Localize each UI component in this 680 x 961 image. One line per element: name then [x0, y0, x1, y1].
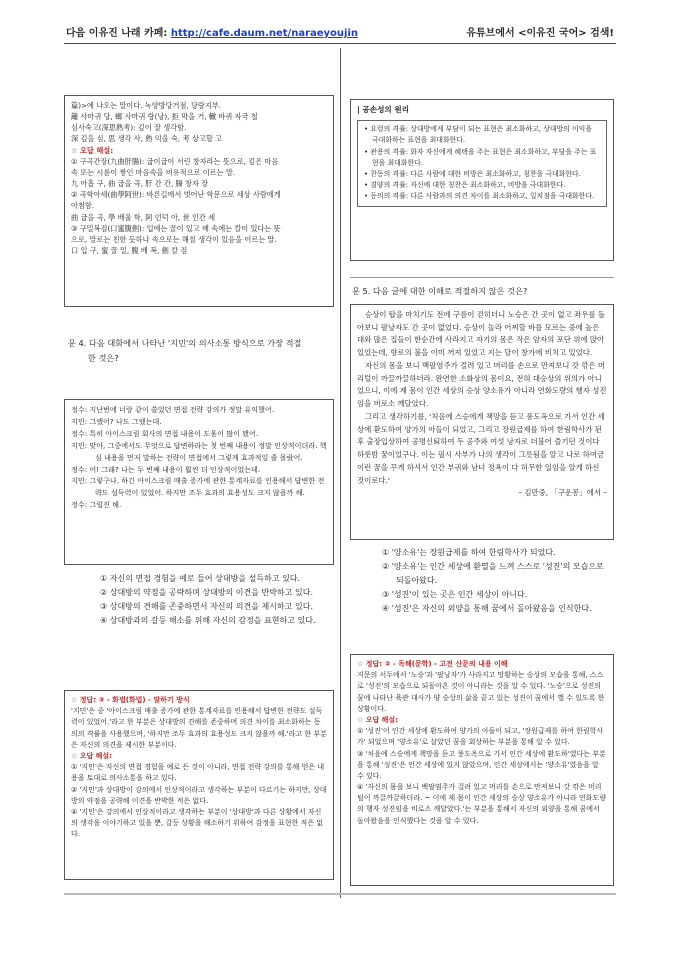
- question-4: [68, 336, 336, 366]
- box-line: 曲 굽을 곡, 學 배울 학, 阿 언덕 아, 世 인간 세: [71, 212, 216, 222]
- dialogue-line: 정수: 어! 그래? 나는 두 번째 내용이 훨씬 더 인상적이었는데.: [71, 464, 261, 474]
- question-5: 문 5. 다음 글에 대한 이해로 적절하지 않은 것은?: [352, 286, 528, 296]
- option-1[interactable]: ① 자신의 면접 경험을 예로 들어 상대방을 설득하고 있다.: [100, 574, 301, 583]
- passage-paragraph: 승상이 탑을 마치기도 전에 구름이 걷히더니 노승은 간 곳이 없고 좌우를 돌아보니 팔낭자도 간 곳이 없었다. 승상이 놀라 어찌할 바를 모르는 중에 높은 대와 많은 집들이 한순간에 사라지고 자기의 몸은 작은 암자의 포단 위에 앉아 있었는데, 향로의 불을 이미 꺼져 있었고 지는 달이 창가에 비치고 있었다.: [357, 310, 606, 358]
- wrong-item: ④ '지민'은 강의에서 인상적이라고 생각하는 부분이 '상대방'과 다른 상황에서 자신의 생각을 이야기하고 있을 뿐, 갈등 상황을 해소하기 위하여 감정을 표현한 적은 없다.: [71, 807, 324, 839]
- footer-rule: [64, 893, 616, 895]
- wrong-title: ☆ 오답 해설:: [71, 751, 112, 760]
- principle-item: • 겸양의 격률: 자신에 대한 칭찬은 최소화하고, 비방을 극대화한다.: [364, 181, 566, 190]
- passage-paragraph: 자신의 몸을 보니 백팔염주가 걸려 있고 머리를 손으로 만져보니 갓 깎은 머리털이 까끌까끌하더라. 완연한 소화상의 몸이요, 전혀 대승상의 위의가 아니었으니, 이에 제 몸이 인간 세상의 승상 양소유가 아니라 연화도량의 행자 성진임을 비로소 깨달았다.: [357, 360, 607, 409]
- dialogue-line: 정수: 그럴진 해.: [71, 500, 122, 510]
- header-youtube: 유튜브에서 <이유진 국어> 검색!: [466, 28, 614, 39]
- principle-item: • 동의의 격률: 다른 사람과의 의견 차이를 최소화하고, 일치점을 극대화한다.: [364, 192, 595, 201]
- wrong-item: ① '지민'은 자신의 면접 경험을 예로 든 것이 아니라, 면접 전략 강의를 통해 얻은 내용을 토대로 의사소통을 하고 있다.: [71, 763, 325, 783]
- politeness-principle-box: [350, 99, 614, 261]
- hanja-explanation-box: [64, 95, 334, 307]
- box-line: 口 입 구, 蜜 꿀 밀, 腹 배 복, 劍 칼 검: [71, 246, 188, 256]
- option-4[interactable]: ④ 상대방과의 갈등 해소를 위해 자신의 감정을 표현하고 있다.: [100, 616, 316, 625]
- answer-title: ☆ 정답: ② - 독해(문학) - 고전 산문의 내용 이해: [357, 660, 508, 668]
- box-line: 九 아홉 구, 曲 굽을 곡, 肝 간 간, 腸 창자 장: [71, 179, 209, 189]
- dialogue-box: [64, 399, 334, 565]
- option-2[interactable]: ② '양소유'는 인간 세상에 환멸을 느껴 스스로 '성진'의 모습으로 되돌아왔다.: [382, 562, 604, 585]
- option-2[interactable]: ② 상대방의 약점을 공략하며 상대방의 이견을 반박하고 있다.: [100, 588, 313, 597]
- header-cafe: [66, 26, 358, 42]
- passage-source: – 김만중, 「구운몽」에서 –: [518, 488, 607, 498]
- wrong-title: ☆ 오답 해설:: [71, 145, 114, 155]
- wrong-item: ② '지민'과 상대방이 강의에서 인상적이라고 생각하는 부분이 다르기는 하지만, 상대방의 약점을 공략해 이견을 반박한 적은 없다.: [71, 785, 327, 805]
- answer-text: '지민'은 중 '아이스크림 매출 증가에 관한 통계자료를 인용해서 답변한 전략도 설득력이 있었어.'라고 한 부분은 상대방의 견해를 존중하며 의견 차이를 최소화하는 동의의 격률을 사용했으며, '하지만 조두 효과의 효용성도 크지 않을까 해.'라고 한 부분은 자신의 의견을 제시한 부분이다.: [71, 707, 327, 749]
- wrong-item: ④ '자신의 몸을 보니 백팔염주가 걸려 있고 머리를 손으로 만져보니 갓 깎은 머리털이 까끌까끌하더라. ~ 이에 제 몸이 인간 세상의 승상 양소유가 아니라 연화도량의 행자 성진임을 비로소 깨달았다.'는 부분을 통해서 자신의 외양을 통해 꿈에서 돌아왔음을 인식했다는 것을 알 수 있다.: [357, 783, 606, 825]
- answer-title: ☆ 정답: ③ - 화법(화법) - 말하기 방식: [71, 696, 190, 704]
- dialogue-line: 지민: 그랬어? 나도 그랬는데.: [71, 416, 162, 426]
- principle-item: • 관용의 격률: 화자 자신에게 혜택을 주는 표현은 최소화하고, 부담을 주는 표현을 최대화한다.: [364, 147, 597, 167]
- section-rule: [350, 277, 614, 278]
- principle-list: [357, 120, 607, 206]
- passage-box: [350, 304, 614, 540]
- dialogue-line: 정수: 지난번에 너랑 같이 쓸었던 면접 전략 강의가 정말 유익했어.: [71, 405, 275, 414]
- q5-options: [378, 546, 614, 616]
- option-3[interactable]: ③ 상대방의 견해를 존중하면서 자신의 의견을 제시하고 있다.: [100, 602, 313, 611]
- question-4-line1: 문 4. 다음 대화에서 나타난 '지민'의 의사소통 방식으로 가장 적절: [68, 338, 302, 348]
- principle-title: | 공손성의 원리: [357, 105, 410, 114]
- box-line: ③ 구밀복검(口蜜腹劍): 입에는 꿀이 있고 배 속에는 칼이 있다는 뜻: [71, 223, 281, 233]
- q4-options: [96, 572, 334, 628]
- question-4-line2: 한 것은?: [88, 352, 119, 363]
- box-line: ② 곡학아세(曲學阿世): 바른길에서 벗어난 학문으로 세상 사람에게: [71, 190, 281, 200]
- option-3[interactable]: ③ '성진'이 있는 곳은 인간 세상이 아니다.: [382, 590, 528, 599]
- dialogue-line: 정수: 특히 아이스크림 회사의 면접 내용이 도움이 많이 됐어.: [71, 428, 259, 438]
- wrong-item: ① '성진'이 인간 세상에 환도하여 양가의 아들이 되고, '장원급제를 하여 한림학사가' 되었으며 '양소유'로 살았던 꿈을 회상하는 부분을 통해 알 수 있다.: [357, 727, 604, 747]
- box-line: 속 또는 시름이 쌓인 마음속을 비유적으로 이르는 말.: [71, 167, 236, 177]
- option-4[interactable]: ④ '성진'은 자신의 외양을 통해 꿈에서 돌아왔음을 인식한다.: [382, 604, 592, 613]
- principle-item: • 찬동의 격률: 다른 사람에 대한 비방은 최소화하고, 칭찬을 극대화한다.: [364, 170, 581, 179]
- box-line: ① 구곡간장(九曲肝腸): 굽이굽이 서린 창자라는 뜻으로, 깊은 마음: [71, 156, 279, 166]
- column-divider: [340, 48, 341, 898]
- dialogue-line: 지민: 그렇구나. 하긴 아이스크림 매출 증가에 관한 통계자료를 인용해서 답변한 전략도 설득력이 있었어. 하지만 조두 효과의 효용성도 크지 않을까 해.: [71, 476, 325, 498]
- box-line: 篇)>에 나오는 말이다. 녹양방당거점, 당랑지부.: [71, 101, 222, 110]
- box-line: 深 깊을 심, 思 생각 사, 熟 익을 숙, 考 상고할 고: [71, 134, 222, 144]
- passage-paragraph: 그리고 생각하기를, '처음에 스승에게 책망을 듣고 풍도옥으로 가서 인간 세상에 환도하여 양가의 아들이 되었고, 그리고 장원급제를 하여 한림학사가 된 후 출장입상하여 공명신퇴하여 두 공주와 여섯 낭자로 더불어 즐기던 것이다 하룻밤 꿈이었구나. 이는 필시 사부가 나의 생각이 그릇됨을 알고 나로 하여금 이런 꿈을 꾸게 하셔서 인간 부귀와 남녀 정욕이 다 허무한 일임을 알게 하신 것이로다.': [357, 411, 605, 485]
- q4-answer-box: [64, 690, 334, 880]
- wrong-item: ③ '처음에 스승에게 책망을 듣고 풍도옥으로 가서 인간 세상에 환도하'였다는 부분을 통해 '성진'은 인간 세상에 있지 않았으며, 인간 세상에서는 '양소유'였음을 알 수 있다.: [357, 749, 606, 780]
- principle-item: • 요령의 격률: 상대방에게 부담이 되는 표현은 최소화하고, 상대방의 이익을 극대화하는 표현을 최대화한다.: [364, 125, 592, 145]
- cafe-link[interactable]: http://cafe.daum.net/naraeyoujin: [170, 28, 359, 39]
- answer-text: 지문의 서두에서 '노승'과 '팔낭자'가 사라지고 망황하는 승상의 모습을 통해, 스스로 '성진'의 모습으로 되돌아온 것이 아니라는 것을 알 수 있다. '노승'으로 성진의 꿈에 나타난 육관 대사가 양 승상의 삶을 끝고 있는 성진이 꿈에서 깰 수 있도록 한 상황이다.: [357, 671, 605, 713]
- wrong-title: ☆ 오답 해설:: [357, 715, 398, 724]
- box-line: 籬 사마귀 당, 螂 사마귀 랑(낭), 拒 막을 거, 轍 바퀴 자국 철: [71, 112, 258, 122]
- cafe-label: 다음 이유진 나래 카페:: [66, 28, 168, 39]
- q5-answer-box: [350, 654, 614, 886]
- box-line: 심사숙고(深思熟考): 깊이 잘 생각함.: [71, 123, 187, 133]
- header-rule: [64, 43, 616, 44]
- box-line: 아첨함.: [71, 201, 95, 211]
- dialogue-line: 지민: 맞아, 그중에서도 무엇으로 답변하라는 첫 번째 내용이 정말 인상적이더라. 핵심 내용을 먼저 말하는 전략이 면접에서 그렇게 효과적일 줄 몰랐어.: [71, 440, 327, 462]
- option-1[interactable]: ① '양소유'는 장원급제를 하여 한림학사가 되었다.: [382, 548, 556, 557]
- box-line: 으로, 말로는 친한 듯하나 속으로는 해칠 생각이 있음을 이르는 말.: [71, 234, 277, 244]
